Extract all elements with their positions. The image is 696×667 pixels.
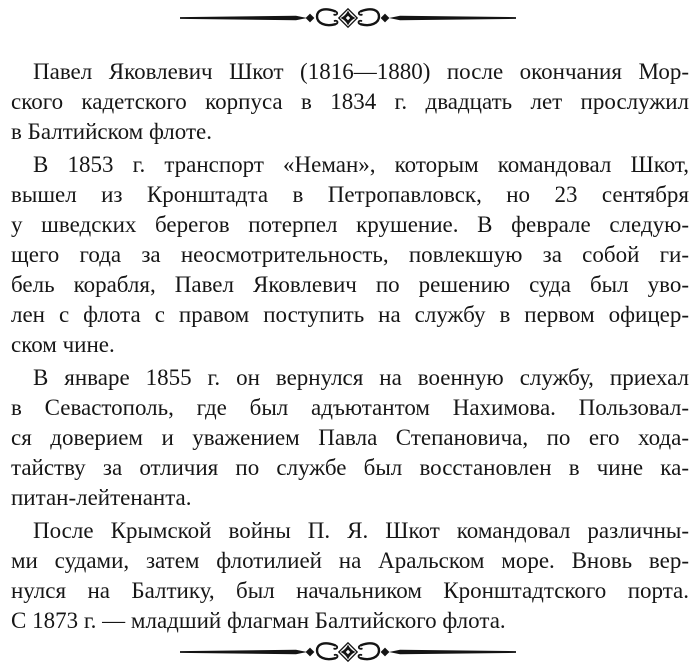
text-line: В январе 1855 г. он вернулся на военную службу, приехал: [33, 365, 689, 390]
text-line: тайству за отличия по службе был восстановлен в чине ка-: [11, 455, 689, 480]
text-line: у шведских берегов потерпел крушение. В феврале следую-: [11, 212, 689, 237]
text-line: нулся на Балтику, был начальником Кронштадтского порта.: [11, 578, 689, 603]
text-line: С 1873 г. — младший флагман Балтийского флота.: [11, 608, 506, 633]
text-line: ском чине.: [11, 332, 115, 357]
text-line: питан-лейтенанта.: [11, 485, 192, 510]
paragraph: [11, 150, 689, 360]
text-line: В 1853 г. транспорт «Неман», которым командовал Шкот,: [33, 152, 689, 177]
fleuron-divider-icon: [178, 5, 518, 31]
article: [11, 57, 689, 636]
ornament-divider-top: [0, 0, 696, 31]
paragraph: [11, 363, 689, 513]
text-line: После Крымской войны П. Я. Шкот командовал различны-: [33, 518, 689, 543]
text-line: щего года за неосмотрительность, повлекшую за собой ги-: [11, 242, 689, 267]
text-line: ся доверием и уважением Павла Степановича, по его хода-: [11, 425, 689, 450]
text-line: бель корабля, Павел Яковлевич по решению суда был уво-: [11, 272, 689, 297]
ornament-divider-bottom: [0, 639, 696, 665]
text-line: ского кадетского корпуса в 1834 г. двадцать лет прослужил: [11, 89, 689, 114]
text-line: вышел из Кронштадта в Петропавловск, но 23 сентября: [11, 182, 689, 207]
paragraph: [11, 57, 689, 147]
text-line: Павел Яковлевич Шкот (1816—1880) после окончания Мор-: [33, 59, 689, 84]
text-line: ми судами, затем флотилией на Аральском море. Вновь вер-: [11, 548, 689, 573]
text-line: в Балтийском флоте.: [11, 119, 212, 144]
fleuron-divider-icon: [178, 639, 518, 665]
text-line: в Севастополь, где был адъютантом Нахимова. Пользовал-: [11, 395, 689, 420]
text-line: лен с флота с правом поступить на службу в первом офицер-: [11, 302, 689, 327]
paragraph: [11, 516, 689, 636]
